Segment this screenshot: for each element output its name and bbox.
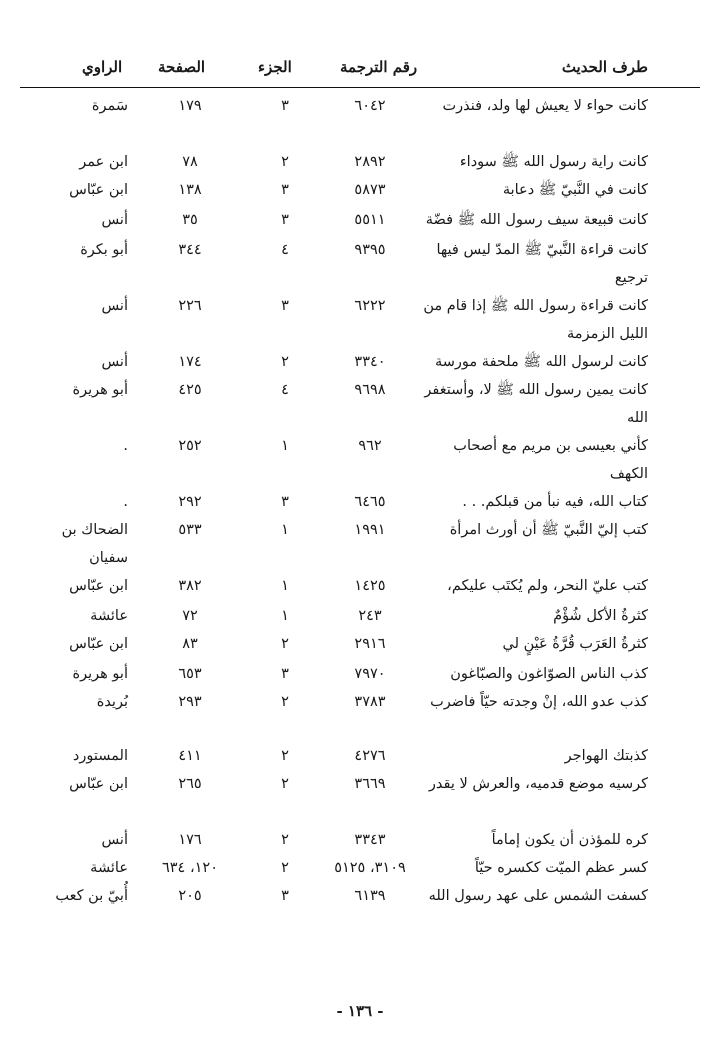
table-row xyxy=(0,826,720,854)
table-row xyxy=(0,176,720,206)
tarjama-number: ٣٧٨٣ xyxy=(354,694,386,710)
juz-number: ٢ xyxy=(281,354,289,370)
hadith-text: كتب عليّ النحر، ولم يُكتَب عليكم، xyxy=(447,578,648,594)
table-row xyxy=(0,770,720,826)
juz-number: ١ xyxy=(281,578,289,594)
hadith-text: كتاب الله، فيه نبأ من قبلكم. . . xyxy=(462,494,648,510)
header-safha: الصفحة xyxy=(158,58,206,76)
header-hadith: طرف الحديث xyxy=(561,58,648,76)
table-row xyxy=(0,92,720,148)
page-ref: ٣٤٤ xyxy=(178,242,202,258)
tarjama-number: ٣٦٦٩ xyxy=(354,776,386,792)
hadith-text: كتب إليّ النَّبيّ ﷺ أن أورث امرأة xyxy=(449,522,648,538)
hadith-text: كسر عظم الميّت ككسره حيّاً xyxy=(474,860,648,876)
table-row xyxy=(0,348,720,376)
juz-number: ٢ xyxy=(281,154,289,170)
narrator-name: أبو هريرة xyxy=(72,666,128,682)
tarjama-number: ٢٩١٦ xyxy=(354,636,386,652)
tarjama-number: ٣١٠٩، ٥١٢٥ xyxy=(334,860,406,876)
table-row xyxy=(0,206,720,236)
page-ref: ٧٨ xyxy=(182,154,198,170)
page-ref: ٨٣ xyxy=(182,636,198,652)
table-row xyxy=(0,688,720,742)
juz-number: ٣ xyxy=(281,98,289,114)
tarjama-number: ١٩٩١ xyxy=(354,522,386,538)
narrator-name: بُريدة xyxy=(96,694,128,710)
hadith-text: كانت لرسول الله ﷺ ملحفة مورسة xyxy=(435,354,648,370)
tarjama-number: ٢٨٩٢ xyxy=(354,154,386,170)
tarjama-number: ٤٢٧٦ xyxy=(354,748,386,764)
juz-number: ٤ xyxy=(281,382,289,398)
juz-number: ٣ xyxy=(281,666,289,682)
hadith-text: كذبتك الهواجر xyxy=(564,748,648,764)
table-row xyxy=(0,882,720,912)
page-ref: ١٧٩ xyxy=(178,98,202,114)
juz-number: ٢ xyxy=(281,748,289,764)
hadith-text: كسفت الشمس على عهد رسول الله xyxy=(428,888,648,904)
page-ref: ٧٢ xyxy=(182,608,198,624)
header-juz: الجزء xyxy=(258,58,292,76)
page-ref: ١٧٦ xyxy=(178,832,202,848)
narrator-name: المستورد xyxy=(72,748,128,764)
page-ref: ٣٨٢ xyxy=(178,578,202,594)
hadith-text: كثرةُ الأكل شُؤْمٌ xyxy=(553,608,648,624)
tarjama-number: ٦١٣٩ xyxy=(354,888,386,904)
hadith-text: كانت قراءة النَّبيّ ﷺ المدّ ليس فيها ترجيع xyxy=(436,242,648,286)
juz-number: ٣ xyxy=(281,298,289,314)
page-ref: ٢٥٢ xyxy=(178,438,202,454)
header-rawi: الراوي xyxy=(82,58,123,76)
table-row xyxy=(0,630,720,660)
narrator-name: ابن عبّاس xyxy=(69,636,128,652)
table-row xyxy=(0,236,720,292)
page-ref: ٢٠٥ xyxy=(178,888,202,904)
hadith-text: كانت حواء لا يعيش لها ولد، فنذرت xyxy=(442,98,648,114)
narrator-name: ابن عبّاس xyxy=(69,182,128,198)
tarjama-number: ٩٦٢ xyxy=(358,438,382,454)
narrator-name: ابن عمر xyxy=(79,154,128,170)
header-rule xyxy=(20,87,700,88)
tarjama-number: ٥٨٧٣ xyxy=(354,182,386,198)
narrator-name: أبو هريرة xyxy=(72,382,128,398)
narrator-name: . xyxy=(123,438,128,454)
hadith-text: كانت راية رسول الله ﷺ سوداء xyxy=(459,154,648,170)
tarjama-number: ٣٣٤٣ xyxy=(354,832,386,848)
page-ref: ١٣٨ xyxy=(178,182,202,198)
narrator-name: أنس xyxy=(101,212,128,228)
juz-number: ٣ xyxy=(281,494,289,510)
tarjama-number: ٦٤٦٥ xyxy=(354,494,386,510)
juz-number: ٣ xyxy=(281,212,289,228)
page-ref: ٢٢٦ xyxy=(178,298,202,314)
hadith-text: كانت قراءة رسول الله ﷺ إذا قام من الليل الزمزمة xyxy=(423,298,648,342)
page-ref: ٣٥ xyxy=(182,212,198,228)
juz-number: ٢ xyxy=(281,636,289,652)
page-ref: ٦٥٣ xyxy=(178,666,202,682)
table-row xyxy=(0,742,720,770)
table-row xyxy=(0,660,720,688)
page-ref: ٤٢٥ xyxy=(178,382,202,398)
hadith-text: كثرةُ العَرَب قُرَّةُ عَيْنٍ لي xyxy=(502,636,648,652)
tarjama-number: ٧٩٧٠ xyxy=(354,666,386,682)
juz-number: ١ xyxy=(281,608,289,624)
tarjama-number: ٣٣٤٠ xyxy=(354,354,386,370)
hadith-text: كره للمؤذن أن يكون إماماً xyxy=(491,832,648,848)
juz-number: ٤ xyxy=(281,242,289,258)
page-number: - ١٣٦ - xyxy=(336,1002,384,1020)
table-row xyxy=(0,432,720,488)
hadith-text: كانت في النَّبيّ ﷺ دعابة xyxy=(502,182,648,198)
tarjama-number: ٢٤٣ xyxy=(358,608,382,624)
tarjama-number: ٥٥١١ xyxy=(354,212,386,228)
hadith-text: كذب الناس الصوّاغون والصبّاغون xyxy=(450,666,648,682)
page-ref: ١٢٠، ٦٣٤ xyxy=(161,860,219,876)
juz-number: ٢ xyxy=(281,694,289,710)
table-row xyxy=(0,854,720,882)
narrator-name: ابن عبّاس xyxy=(69,776,128,792)
narrator-name: أنس xyxy=(101,832,128,848)
hadith-text: كأني بعيسى بن مريم مع أصحاب الكهف xyxy=(453,438,648,482)
table-row xyxy=(0,376,720,432)
juz-number: ١ xyxy=(281,438,289,454)
narrator-name: أنس xyxy=(101,298,128,314)
narrator-name: عائشة xyxy=(90,860,128,876)
narrator-name: . xyxy=(123,494,128,510)
juz-number: ٣ xyxy=(281,888,289,904)
hadith-text: كانت قبيعة سيف رسول الله ﷺ فضّة xyxy=(425,212,648,228)
page-ref: ١٧٤ xyxy=(178,354,202,370)
narrator-name: الضحاك بن سفيان xyxy=(61,522,128,566)
juz-number: ٣ xyxy=(281,182,289,198)
tarjama-number: ٩٣٩٥ xyxy=(354,242,386,258)
hadith-text: كذب عدو الله، إنْ وجدته حيّاً فاضرب xyxy=(430,694,648,710)
juz-number: ٢ xyxy=(281,776,289,792)
juz-number: ٢ xyxy=(281,832,289,848)
narrator-name: أُبيّ بن كعب xyxy=(55,888,128,904)
table-row xyxy=(0,488,720,516)
narrator-name: أنس xyxy=(101,354,128,370)
header-tarjama: رقم الترجمة xyxy=(340,58,418,76)
table-row xyxy=(0,602,720,630)
page-ref: ٢٩٢ xyxy=(178,494,202,510)
page-ref: ٤١١ xyxy=(178,748,202,764)
hadith-text: كانت يمين رسول الله ﷺ لا، وأستغفر الله xyxy=(424,382,648,426)
hadith-text: كرسيه موضع قدميه، والعرش لا يقدر xyxy=(428,776,648,792)
narrator-name: أبو بكرة xyxy=(80,242,128,258)
page-ref: ٢٦٥ xyxy=(178,776,202,792)
table-row xyxy=(0,572,720,602)
table-row xyxy=(0,292,720,348)
narrator-name: ابن عبّاس xyxy=(69,578,128,594)
page-ref: ٥٣٣ xyxy=(178,522,202,538)
table-row xyxy=(0,148,720,176)
narrator-name: عائشة xyxy=(90,608,128,624)
hadith-table xyxy=(0,92,720,912)
tarjama-number: ٦٠٤٢ xyxy=(354,98,386,114)
juz-number: ٢ xyxy=(281,860,289,876)
table-row xyxy=(0,516,720,572)
page-ref: ٢٩٣ xyxy=(178,694,202,710)
tarjama-number: ٩٦٩٨ xyxy=(354,382,386,398)
juz-number: ١ xyxy=(281,522,289,538)
tarjama-number: ٦٢٢٢ xyxy=(354,298,386,314)
tarjama-number: ١٤٢٥ xyxy=(354,578,386,594)
narrator-name: سَمرة xyxy=(91,98,128,114)
